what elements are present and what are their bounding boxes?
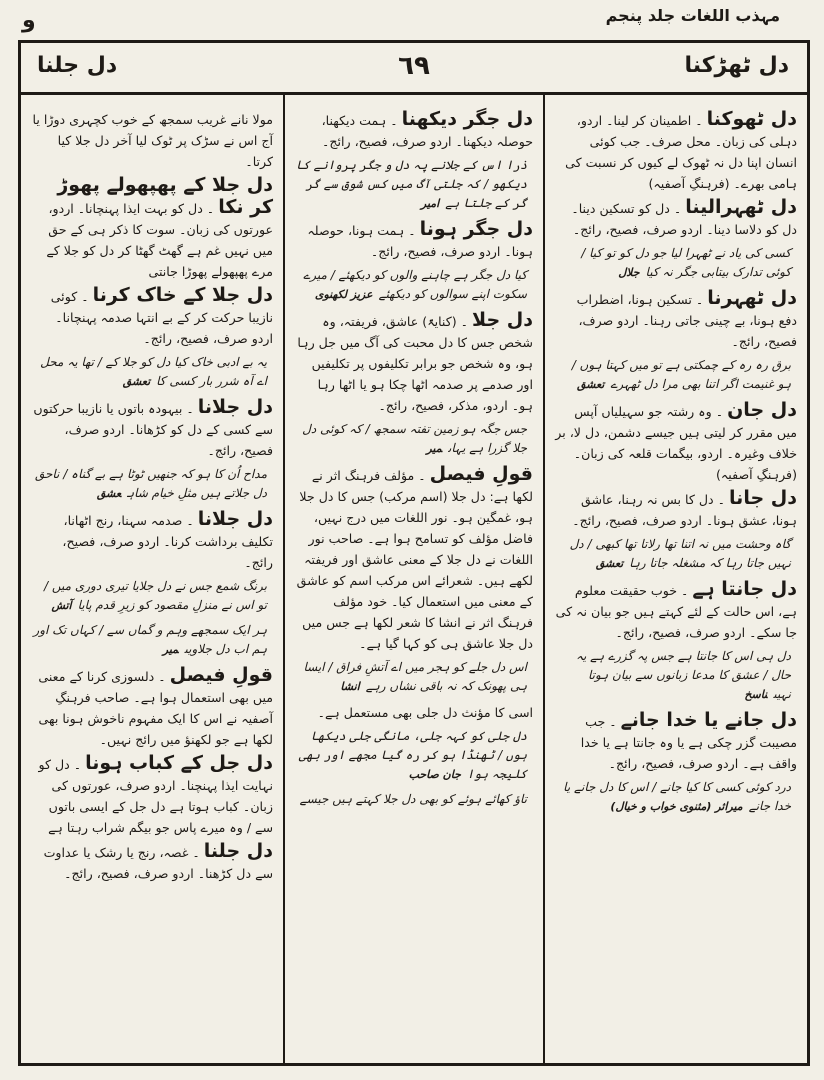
entry: [555, 109, 797, 194]
definition: ۔ ہمت دیکھنا، حوصلہ دیکھنا۔ اردو صرف، فصیح، رائج۔: [321, 113, 533, 149]
verse: [555, 647, 797, 704]
poet-name: میر: [426, 442, 443, 455]
verse: [555, 535, 797, 573]
verse: [295, 420, 533, 458]
entry: [295, 702, 533, 723]
verse-text: اس دل جلے کو ہجر میں اے آتشِ فراق / ایسا ہی پھونک کہ نہ باقی نشاں رہے: [303, 660, 527, 693]
verse-text: کیا دل جگر ہے چاہنے والوں کو دیکھئے / میرے سکوت اپنے سوالوں کو دیکھئے: [303, 268, 527, 301]
definition: ۔ دل کا بس نہ رہنا، عاشق ہونا، عشق ہونا۔ اردو صرف، فصیح، رائج۔: [572, 492, 797, 528]
verse: [31, 577, 273, 615]
verse-text: تاؤ کھائے ہوئے کو بھی دل جلا کہتے ہیں جیسے: [299, 792, 527, 806]
definition: ۔ جب مصیبت گزر چکی ہے یا وہ جانتا ہے یا خدا واقف ہے۔ اردو صرف، فصیح، رائج۔: [580, 714, 797, 771]
entry: [295, 464, 533, 654]
verse-text: یہ بے ادبی خاک کیا دل کو جلا کے / تھا یہ محل اے آہ شرر بار کسی کا: [40, 355, 267, 388]
entry: [295, 109, 533, 152]
column-left: [21, 95, 283, 1063]
header-last-entry: دل جلنا: [37, 53, 118, 78]
definition: ۔ دل کو تسکین دینا۔ دل کو دلاسا دینا۔ اردو صرف، فصیح، رائج۔: [571, 201, 797, 237]
verse: [555, 356, 797, 394]
poet-name: میر: [162, 643, 179, 656]
headword: قولِ فیصل: [429, 463, 533, 485]
column-middle: [283, 95, 545, 1063]
verse-text: ذرا اس کے جلانے پہ دل و جگر پروانے کا دیکھو / کہ جلتی آگ میں کس شوق سے گر گر کے جلتا ہے: [295, 158, 527, 210]
headword: دل جانے یا خدا جانے: [620, 709, 797, 731]
headword: دل جانا: [729, 487, 797, 509]
headword: دل جلانا: [197, 508, 273, 530]
page-frame: [18, 40, 810, 1066]
definition: ۔ اطمینان کر لینا۔ اردو، دہلی کی زبان۔ محل صرف۔ جب کوئی انسان اپنا دل نہ ٹھوک لے کیوں کر نسبت کی ہامی بھرے۔ (فرہنگِ آصفیہ): [565, 113, 797, 191]
entry: [555, 579, 797, 643]
entry: [31, 509, 273, 573]
poet-name: عشق: [96, 487, 122, 500]
headword: دل ٹھہرالینا: [685, 196, 797, 218]
verse-text: گاہ وحشت میں نہ اتنا تھا رلاتا تھا کبھی / دل نہیں جاتا رہا کہ مشغلہ جاتا رہا: [569, 537, 791, 570]
headword: دل جان: [727, 399, 797, 421]
definition: ۔ کوئی نازیبا حرکت کر کے بے انتہا صدمہ پہنچانا۔ اردو صرف، فصیح، رائج۔: [50, 289, 273, 346]
entry: [295, 310, 533, 416]
poet-name: میراثر (مثنوی خواب و خیال): [610, 800, 743, 813]
verse-text: دل ہی اس کا جانتا ہے جس پہ گزرے ہے یہ حال / عشق کا مدعا زبانوں سے بیان ہوتا نہیں: [575, 649, 791, 701]
entry: [295, 219, 533, 262]
headword: دل جگر دیکھنا: [401, 108, 533, 130]
verse-text: برق رہ رہ کے چمکتی ہے تو میں کہتا ہوں / ہو غنیمت اگر اتنا بھی مرا دل ٹھہرے: [571, 358, 791, 391]
definition: ۔ صدمہ سہنا، رنج اٹھانا، تکلیف برداشت کرنا۔ اردو صرف، فصیح، رائج۔: [62, 513, 273, 570]
poet-name: تعشق: [122, 375, 151, 388]
definition: ۔ خوب حقیقت معلوم ہے، اس حالت کے لئے کہتے ہیں جو بیان نہ کی جا سکے۔ اردو صرف، فصیح، رائج۔: [555, 583, 797, 640]
headword: دل جل کے کباب ہونا: [85, 752, 273, 774]
verse: [555, 778, 797, 816]
verse: [31, 621, 273, 659]
entry: [555, 400, 797, 485]
definition: ۔ مؤلف فرہنگ اثر نے لکھا ہے: دل جلا (اسم مرکب) جس کا دل جلا ہو، غمگین ہو۔ نور اللغات میں درج نہیں، فاضل مؤلف کو تسامح ہوا ہے۔ صاحب نور اللغات نے دل جلا کے معنی عاشق اور فریفتہ لکھے ہیں۔ شعرائے اس مرکب اسم کو عاشق کے معنی میں استعمال کیا۔ خود مؤلف فرہنگ اثر نے انشا کا شعر لکھا ہے جس میں دل جلا عاشق ہی کو کہا گیا ہے۔: [296, 468, 533, 651]
headword: دل جلا: [472, 309, 533, 331]
definition: ۔ دل کو نہایت ایذا پہنچنا۔ اردو صرف، عورتوں کی زبان۔ کباب ہوتا ہے دل جل کے ایسی باتوں سے / وہ میرے پاس جو بیگم شراب رہتا ہے: [38, 757, 273, 835]
definition: ۔ بیہودہ باتوں یا نازیبا حرکتوں سے کسی کے دل کو کڑھانا۔ اردو صرف، فصیح، رائج۔: [33, 401, 273, 458]
definition: ۔ ہمت ہونا، حوصلہ ہونا۔ اردو صرف، فصیح، رائج۔: [307, 223, 533, 259]
poet-name: جان صاحب: [408, 768, 461, 781]
verse: [295, 266, 533, 304]
entry: [555, 488, 797, 531]
book-title: مہذب اللغات جلد پنجم: [605, 6, 780, 25]
definition: ۔ دل کو بہت ایذا پہنچانا۔ اردو، عورتوں کی زبان۔ سوت کا ذکر ہی کے حق میں نہیں غم ہے گھٹ گھٹا کر دل کو جلا کے مرے پھپھولے پھوڑا جانتی: [46, 201, 273, 279]
poet-name: تعشق: [595, 557, 624, 570]
verse: [555, 244, 797, 282]
running-header: [21, 43, 807, 95]
verse-text: دل جلی کو کہہ جلی، مانگی جلی دیکھا ہوں / ٹھنڈا ہو کر رہ گیا مجھے اور بھی کلیجہ ہوا: [298, 729, 527, 781]
verse-text: کسی کی یاد نے ٹھہرا لیا جو دل کو تو کیا / کوئی تدارک بیتابی جگر نہ کیا: [581, 246, 791, 279]
definition: اسی کا مؤنث دل جلی بھی مستعمل ہے۔: [317, 705, 533, 720]
poet-name: عزیز لکھنوی: [314, 288, 373, 301]
verse-text: ہر ایک سمجھے وہم و گماں سے / کہاں تک اور ہم اب دل جلاویں: [33, 623, 267, 656]
verse: [295, 727, 533, 784]
verse: [31, 353, 273, 391]
columns: [21, 95, 807, 1063]
headword: دل جلنا: [203, 840, 273, 862]
poet-name: تعشق: [576, 378, 605, 391]
verse: [295, 658, 533, 696]
verse-text: جس جگہ ہو زمین تفتہ سمجھ / کہ کوئی دل جلا گزرا ہے یہاں: [302, 422, 527, 455]
poet-name: انشا: [340, 680, 360, 693]
headword: دل جلانا: [197, 396, 273, 418]
poet-name: جلال: [618, 266, 640, 279]
headword: دل جلا کے خاک کرنا: [92, 284, 273, 306]
poet-name: آتش: [51, 599, 72, 612]
poet-name: امیر: [420, 197, 440, 210]
headword: دل ٹھوکنا: [706, 108, 797, 130]
entry: [555, 288, 797, 352]
verse: [31, 465, 273, 503]
definition: ۔ غصہ، رنج یا رشک یا عداوت سے دل کڑھنا۔ اردو صرف، فصیح، رائج۔: [43, 845, 273, 881]
corner-mark: و: [22, 8, 36, 33]
headword: دل جگر ہونا: [419, 218, 533, 240]
entry: [31, 753, 273, 838]
definition: ۔ (کنایۃً) عاشق، فریفتہ، وہ شخص جس کا دل محبت کی آگ میں جل رہا ہو، وہ شخص جو برابر تکلیفوں پر تکلیفیں اور صدمے پر صدمہ اٹھا چکا ہو یا اٹھا رہا ہو۔ اردو، مذکر، فصیح، رائج۔: [297, 314, 533, 413]
header-first-entry: دل ٹھڑکنا: [684, 53, 789, 78]
poet-name: ناسخ: [744, 688, 768, 701]
definition: ۔ دلسوزی کرنا کے معنی میں بھی استعمال ہوا ہے۔ صاحب فرہنگِ آصفیہ نے اس کا ایک مفہوم ناخوش ہونا بھی لکھا ہے جو لکھنؤ میں رائج نہیں۔: [38, 669, 273, 747]
headword: دل جانتا ہے: [692, 578, 797, 600]
column-right: [545, 95, 807, 1063]
entry: [31, 397, 273, 461]
headword: دل ٹھہرنا: [707, 287, 797, 309]
entry: [31, 285, 273, 349]
definition: مولا نانے غریب سمجھ کے خوب کچہری دوڑا یا آج اس نے سڑک پر ٹوک لیا آخر دل جلا کیا کرتا۔: [32, 112, 273, 169]
entry: [31, 841, 273, 884]
entry: [555, 197, 797, 240]
verse-text: برنگ شمع جس نے دل جلایا تیری دوری میں / تو اس نے منزلِ مقصود کو زیرِ قدم پایا: [43, 579, 267, 612]
definition: ۔ وہ رشتہ جو سہیلیاں آپس میں مقرر کر لیتی ہیں جیسے دشمن، دل لا، بر خلاف وغیرہ۔ اردو، بیگمات قلعہ کی زبان۔ (فرہنگِ آصفیہ): [555, 404, 797, 482]
headword: دل جلا کے پھپھولے پھوڑ کر نکا: [57, 174, 273, 218]
headword: قولِ فیصل: [169, 664, 273, 686]
entry: [31, 175, 273, 282]
verse: [295, 156, 533, 213]
verse: [295, 790, 533, 809]
verse-text: مداح اُن کا ہو کہ جنھیں ٹوٹا ہے بے گناہ / ناحق دل جلاتے ہیں مثلِ خیام شاہ: [34, 467, 267, 500]
entry: [31, 665, 273, 750]
entry: [555, 710, 797, 774]
entry: [31, 109, 273, 172]
verse-text: درد کوئی کسی کا کیا جانے / اس کا دل جانے یا خدا جانے: [563, 780, 791, 813]
definition: ۔ تسکین ہونا، اضطراب دفع ہونا، بے چینی جاتی رہنا۔ اردو صرف، فصیح، رائج۔: [576, 292, 797, 349]
page-number: ٦٩: [398, 51, 430, 81]
